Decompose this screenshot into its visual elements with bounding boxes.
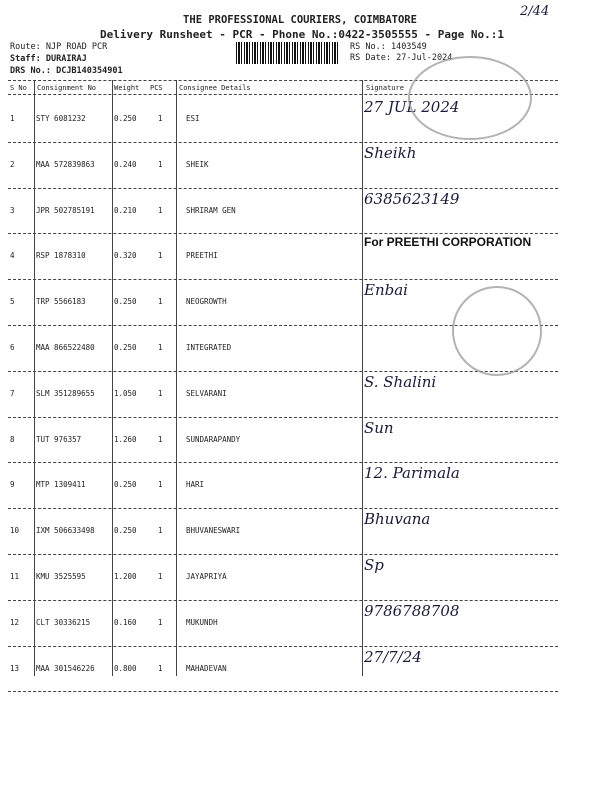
row-signature: Sun xyxy=(364,418,394,437)
row-consignee: BHUVANESWARI xyxy=(186,526,241,536)
table-row xyxy=(8,554,558,600)
row-consignee: SHEIK xyxy=(186,159,209,169)
row-consignee: MUKUNDH xyxy=(186,617,218,627)
table-row xyxy=(8,646,558,692)
drs-value: DCJB140354901 xyxy=(56,66,123,76)
row-consignee: MAHADEVAN xyxy=(186,663,227,673)
row-consignment-no: MAA 866522480 xyxy=(36,343,95,352)
row-consignment-no: JPR 502785191 xyxy=(36,205,95,215)
runsheet-title: Delivery Runsheet - PCR - Phone No.:0422-3505555 - Page No.:1 xyxy=(100,28,504,41)
row-weight: 0.240 xyxy=(114,159,137,169)
table-row xyxy=(8,233,558,279)
row-sno: 10 xyxy=(10,526,20,536)
row-signature: 9786788708 xyxy=(364,601,460,620)
route-value: NJP ROAD PCR xyxy=(45,42,108,52)
row-consignment-no: MTP 1309411 xyxy=(36,480,86,490)
row-pcs: 1 xyxy=(158,617,163,627)
row-consignment-no: CLT 30336215 xyxy=(36,617,91,627)
row-sno: 7 xyxy=(10,388,15,398)
col-header-weight: Weight xyxy=(114,84,140,92)
row-sno: 6 xyxy=(10,343,15,352)
row-sno: 11 xyxy=(10,572,20,581)
col-header-signature: Signature xyxy=(366,84,404,92)
row-consignee: JAYAPRIYA xyxy=(186,572,227,581)
row-consignment-no: TRP 5566183 xyxy=(36,297,86,307)
col-header-consignment: Consignment No xyxy=(37,84,97,92)
row-consignment-no: IXM 506633498 xyxy=(36,526,95,536)
table-row xyxy=(8,188,558,234)
row-signature: 6385623149 xyxy=(364,189,460,208)
row-pcs: 1 xyxy=(158,434,163,444)
row-sno: 1 xyxy=(10,114,15,123)
table-row xyxy=(8,417,558,463)
row-signature: 12. Parimala xyxy=(364,464,460,483)
row-pcs: 1 xyxy=(158,159,163,169)
staff-value: DURAIRAJ xyxy=(45,54,87,64)
row-sno: 4 xyxy=(10,251,15,261)
row-pcs: 1 xyxy=(158,388,163,398)
row-consignee: NEOGROWTH xyxy=(186,297,227,307)
staff-line: Staff: DURAIRAJ xyxy=(10,54,87,64)
col-header-consignee: Consignee Details xyxy=(179,84,251,92)
row-rule xyxy=(8,691,558,692)
row-weight: 1.260 xyxy=(114,434,137,444)
row-weight: 1.200 xyxy=(114,572,137,581)
row-sno: 12 xyxy=(10,617,20,627)
row-consignee: INTEGRATED xyxy=(186,343,232,352)
row-weight: 1.050 xyxy=(114,388,137,398)
row-pcs: 1 xyxy=(158,205,163,215)
drs-line: DRS No.: DCJB140354901 xyxy=(10,66,123,76)
row-weight: 0.250 xyxy=(114,480,137,490)
row-signature: For PREETHI CORPORATION xyxy=(364,235,532,250)
row-consignment-no: KMU 3525595 xyxy=(36,572,86,581)
office-seal-stamp xyxy=(452,286,542,376)
row-sno: 8 xyxy=(10,434,15,444)
row-pcs: 1 xyxy=(158,251,163,261)
row-pcs: 1 xyxy=(158,343,163,352)
row-signature: Sp xyxy=(364,556,384,574)
company-name: THE PROFESSIONAL COURIERS, COIMBATORE xyxy=(183,14,417,26)
row-signature: 27/7/24 xyxy=(364,647,422,666)
row-weight: 0.320 xyxy=(114,251,137,261)
row-sno: 5 xyxy=(10,297,15,307)
barcode xyxy=(236,42,340,64)
row-sno: 13 xyxy=(10,663,20,673)
table-row xyxy=(8,142,558,188)
row-consignee: HARI xyxy=(186,480,205,490)
col-header-sno: S No xyxy=(10,84,27,92)
row-consignment-no: RSP 1878310 xyxy=(36,251,86,261)
rs-date-line: RS Date: 27-Jul-2024 xyxy=(350,53,453,63)
row-pcs: 1 xyxy=(158,297,163,307)
table-row xyxy=(8,462,558,508)
row-consignment-no: TUT 976357 xyxy=(36,434,82,444)
row-pcs: 1 xyxy=(158,572,163,581)
table-row xyxy=(8,508,558,554)
row-weight: 0.210 xyxy=(114,205,137,215)
row-signature: S. Shalini xyxy=(364,372,437,391)
route-line: Route: NJP ROAD PCR xyxy=(10,42,108,52)
row-sno: 2 xyxy=(10,159,15,169)
row-consignee: SELVARANI xyxy=(186,388,227,398)
row-weight: 0.250 xyxy=(114,114,137,123)
row-weight: 0.800 xyxy=(114,663,137,673)
col-header-pcs: PCS xyxy=(150,84,163,92)
row-consignment-no: MAA 301546226 xyxy=(36,663,95,673)
table-row xyxy=(8,371,558,417)
rs-date-value: 27-Jul-2024 xyxy=(396,53,453,63)
row-weight: 0.160 xyxy=(114,617,137,627)
row-signature: 27 JUL 2024 xyxy=(364,98,460,116)
row-consignee: PREETHI xyxy=(186,251,218,261)
row-consignment-no: MAA 572839863 xyxy=(36,159,95,169)
row-pcs: 1 xyxy=(158,114,163,123)
row-consignee: SUNDARAPANDY xyxy=(186,434,241,444)
handwritten-page-mark: 2/44 xyxy=(520,4,550,19)
row-consignment-no: SLM 351289655 xyxy=(36,388,95,398)
row-sno: 3 xyxy=(10,205,15,215)
page-mark-total: 44 xyxy=(532,4,550,19)
table-row xyxy=(8,600,558,646)
row-pcs: 1 xyxy=(158,480,163,490)
rs-no-value: 1403549 xyxy=(390,42,427,52)
row-pcs: 1 xyxy=(158,526,163,536)
row-consignment-no: STY 6081232 xyxy=(36,114,86,123)
row-consignee: ESI xyxy=(186,114,200,123)
delivery-date-stamp xyxy=(408,56,532,140)
row-signature: Enbai xyxy=(364,281,408,300)
row-weight: 0.250 xyxy=(114,526,137,536)
row-signature: Sheikh xyxy=(364,143,417,162)
row-weight: 0.250 xyxy=(114,297,137,307)
row-weight: 0.250 xyxy=(114,343,137,352)
rs-no-line: RS No.: 1403549 xyxy=(350,42,427,52)
row-signature: Bhuvana xyxy=(364,510,431,529)
row-sno: 9 xyxy=(10,480,15,490)
page-mark-number: 2 xyxy=(520,4,529,19)
row-pcs: 1 xyxy=(158,663,163,673)
row-consignee: SHRIRAM GEN xyxy=(186,205,236,215)
